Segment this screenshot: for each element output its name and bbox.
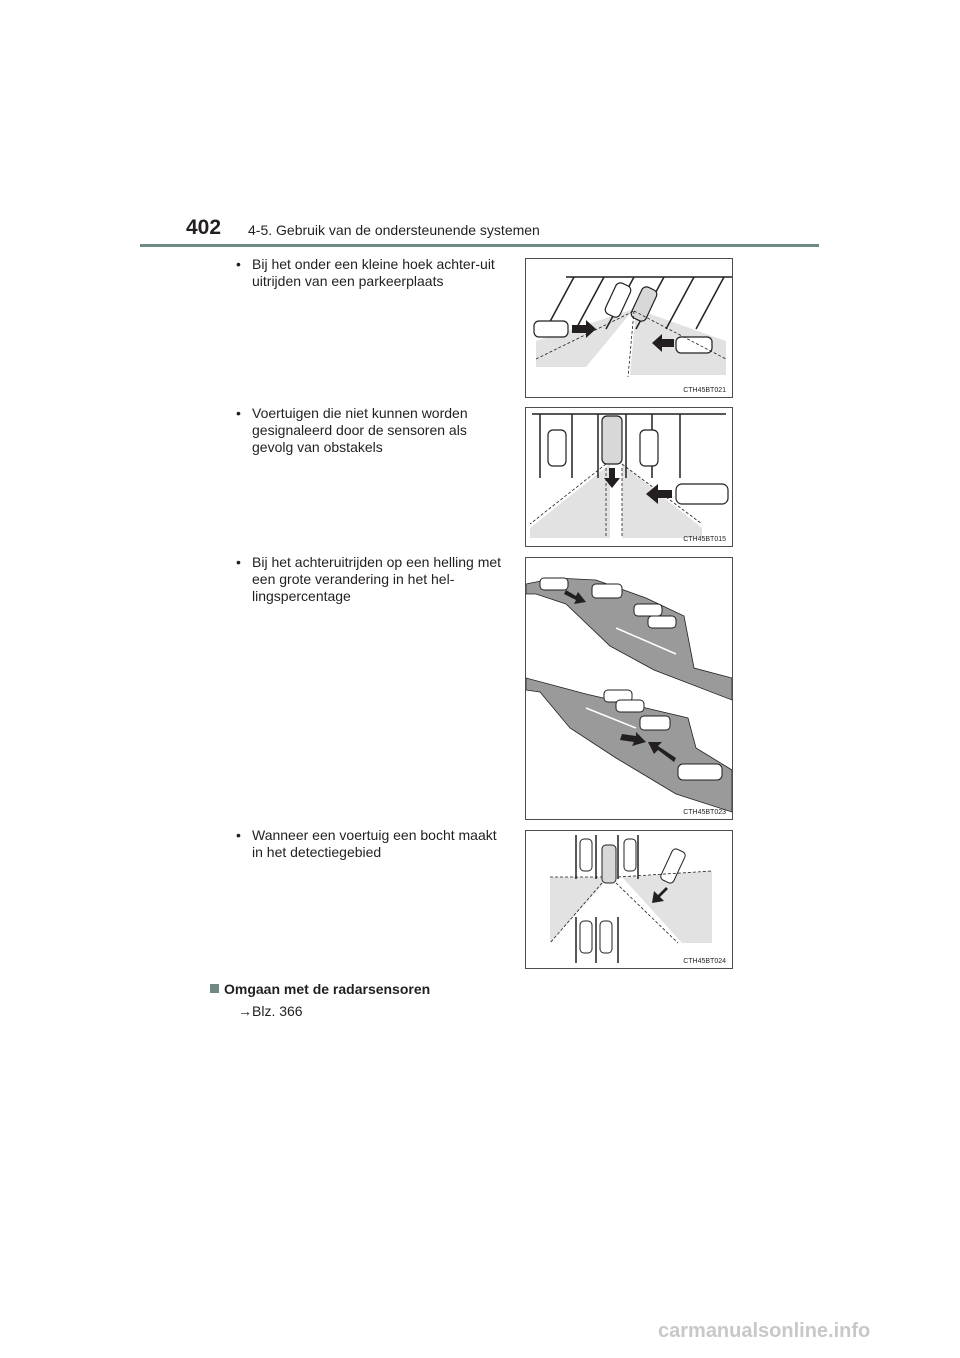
- figure-obstructed-vehicle: [525, 407, 733, 547]
- bullet-item-1: [236, 256, 504, 290]
- subsection-title: Omgaan met de radarsensoren: [224, 981, 431, 997]
- bullet-text: Bij het achteruitrijden op een helling met een grote verandering in het hel-lingspercentage: [252, 554, 502, 604]
- detection-zone: [536, 309, 634, 367]
- figure-code: CTH45BT021: [683, 387, 726, 394]
- page-number: 402: [186, 216, 222, 239]
- section-title: 4-5. Gebruik van de ondersteunende systemen: [248, 222, 540, 238]
- bullet-text: Wanneer een voertuig een bocht maakt in het detectiegebied: [252, 827, 497, 860]
- figure-turning-vehicle: [525, 830, 733, 969]
- bullet-dot: •: [236, 554, 241, 570]
- figure-code: CTH45BT023: [683, 809, 726, 816]
- square-bullet-icon: [210, 984, 219, 993]
- bullet-text: Voertuigen die niet kunnen worden gesignaleerd door de sensoren als gevolg van obstakels: [252, 405, 468, 455]
- bullet-item-4: [236, 827, 504, 861]
- figure-parking-angle: [525, 258, 733, 398]
- figure-code: CTH45BT015: [683, 536, 726, 543]
- bullet-dot: •: [236, 256, 241, 272]
- watermark: carmanualsonline.info: [658, 1320, 871, 1342]
- page-reference: →Blz. 366: [238, 1003, 303, 1019]
- bullet-item-3: [236, 554, 504, 605]
- bullet-dot: •: [236, 827, 241, 843]
- bullet-text: Bij het onder een kleine hoek achter-uit uitrijden van een parkeerplaats: [252, 256, 495, 289]
- figure-code: CTH45BT024: [683, 958, 726, 965]
- upper-road: [526, 578, 732, 700]
- bullet-dot: •: [236, 405, 241, 421]
- figure-slope: [525, 557, 733, 820]
- subsection-heading: [210, 981, 430, 997]
- header-rule: [140, 244, 819, 247]
- bullet-item-2: [236, 405, 504, 456]
